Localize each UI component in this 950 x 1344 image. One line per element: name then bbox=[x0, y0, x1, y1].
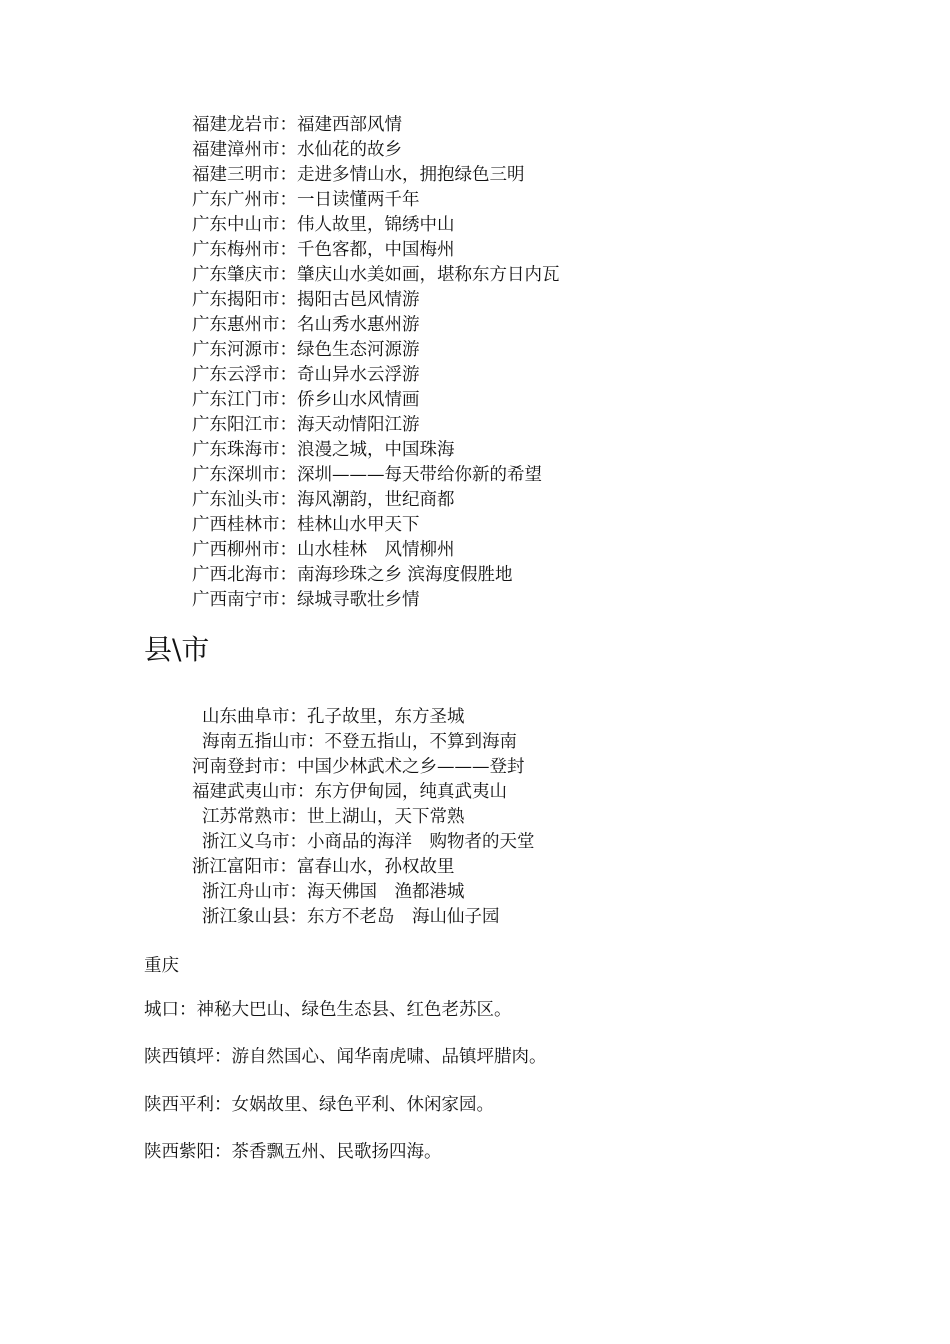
list-item: 浙江富阳市：富春山水，孙权故里 bbox=[192, 857, 455, 877]
list-item: 广东河源市：绿色生态河源游 bbox=[192, 340, 420, 360]
list-item: 广东江门市：侨乡山水风情画 bbox=[192, 390, 420, 410]
list-item: 广东云浮市：奇山异水云浮游 bbox=[192, 365, 420, 385]
list-item: 浙江象山县：东方不老岛 海山仙子园 bbox=[202, 907, 500, 927]
list-item: 广东深圳市：深圳———每天带给你新的希望 bbox=[192, 465, 542, 485]
chongqing-label: 重庆 bbox=[144, 956, 179, 976]
list-item: 广东惠州市：名山秀水惠州游 bbox=[192, 315, 420, 335]
city-slogan-list bbox=[192, 113, 560, 613]
list-item: 广西柳州市：山水桂林 风情柳州 bbox=[192, 540, 455, 560]
list-item: 海南五指山市：不登五指山，不算到海南 bbox=[202, 732, 517, 752]
zhenping-slogan: 陕西镇坪：游自然国心、闻华南虎啸、品镇坪腊肉。 bbox=[144, 1047, 547, 1067]
list-item: 广东揭阳市：揭阳古邑风情游 bbox=[192, 290, 420, 310]
list-item: 广东中山市：伟人故里，锦绣中山 bbox=[192, 215, 455, 235]
pingli-slogan: 陕西平利：女娲故里、绿色平利、休闲家园。 bbox=[144, 1095, 494, 1115]
list-item: 广东梅州市：千色客都，中国梅州 bbox=[192, 240, 455, 260]
section-heading: 县\市 bbox=[144, 633, 210, 666]
list-item: 山东曲阜市：孔子故里，东方圣城 bbox=[202, 707, 465, 727]
list-item: 广西桂林市：桂林山水甲天下 bbox=[192, 515, 420, 535]
list-item: 广西南宁市：绿城寻歌壮乡情 bbox=[192, 590, 420, 610]
list-item: 广西北海市：南海珍珠之乡 滨海度假胜地 bbox=[192, 565, 513, 585]
list-item: 广东珠海市：浪漫之城，中国珠海 bbox=[192, 440, 455, 460]
list-item: 福建武夷山市：东方伊甸园，纯真武夷山 bbox=[192, 782, 507, 802]
list-item: 浙江舟山市：海天佛国 渔都港城 bbox=[202, 882, 465, 902]
list-item: 广东肇庆市：肇庆山水美如画，堪称东方日内瓦 bbox=[192, 265, 560, 285]
list-item: 广东阳江市：海天动情阳江游 bbox=[192, 415, 420, 435]
list-item: 福建漳州市：水仙花的故乡 bbox=[192, 140, 402, 160]
chengkou-slogan: 城口：神秘大巴山、绿色生态县、红色老苏区。 bbox=[144, 1000, 512, 1020]
list-item: 福建龙岩市：福建西部风情 bbox=[192, 115, 402, 135]
list-item: 河南登封市：中国少林武术之乡———登封 bbox=[192, 757, 525, 777]
list-item: 福建三明市：走进多情山水，拥抱绿色三明 bbox=[192, 165, 525, 185]
list-item: 江苏常熟市：世上湖山，天下常熟 bbox=[202, 807, 465, 827]
list-item: 广东汕头市：海风潮韵，世纪商都 bbox=[192, 490, 455, 510]
list-item: 广东广州市：一日读懂两千年 bbox=[192, 190, 420, 210]
ziyang-slogan: 陕西紫阳：茶香飘五州、民歌扬四海。 bbox=[144, 1142, 442, 1162]
county-slogan-list bbox=[192, 705, 535, 930]
list-item: 浙江义乌市：小商品的海洋 购物者的天堂 bbox=[202, 832, 535, 852]
